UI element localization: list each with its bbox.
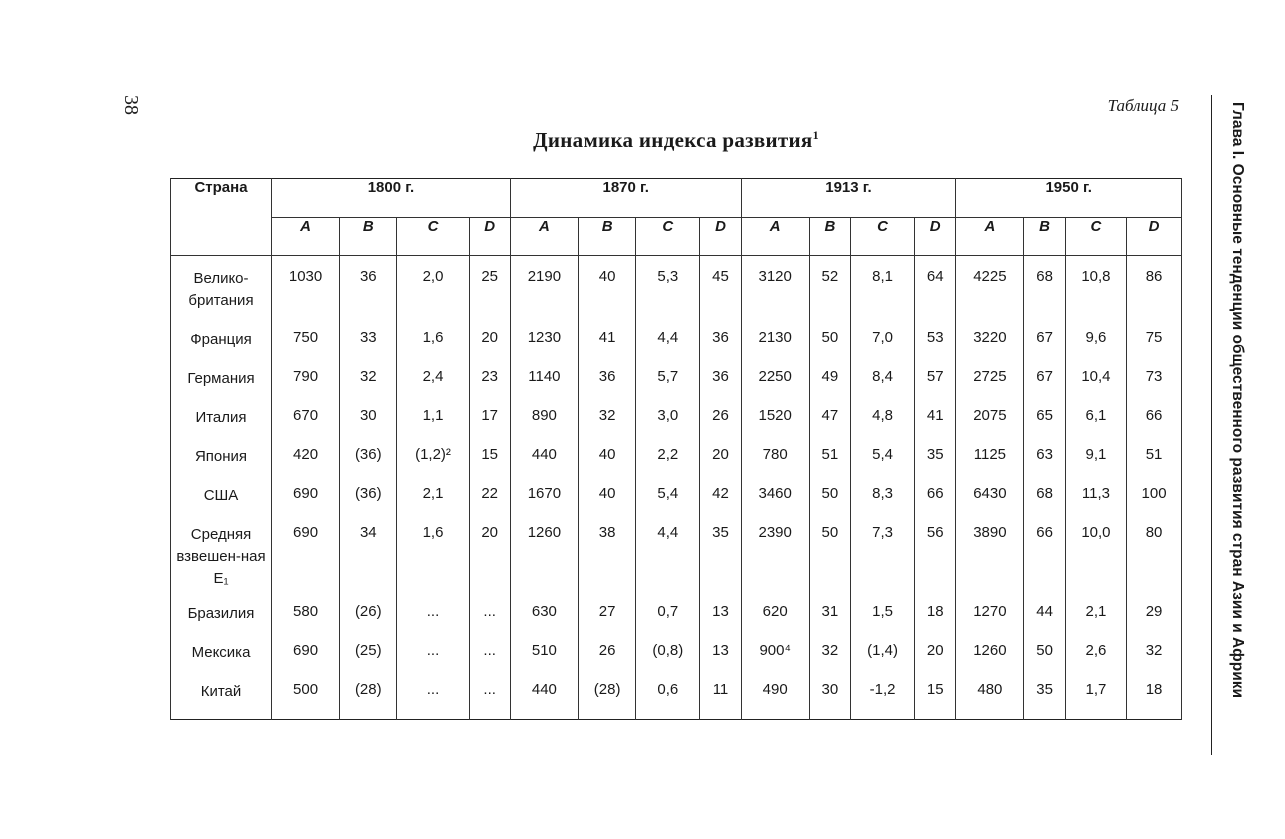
title-footnote-mark: 1 xyxy=(812,128,819,142)
value-cell: 10,4 xyxy=(1065,359,1126,398)
value-cell: 3890 xyxy=(956,515,1024,594)
value-cell: 0,7 xyxy=(636,594,700,633)
country-column-header: Страна xyxy=(171,179,272,256)
value-cell: 11,3 xyxy=(1065,476,1126,515)
value-cell: 440 xyxy=(510,672,578,720)
value-cell: 20 xyxy=(700,437,741,476)
value-cell: 35 xyxy=(1024,672,1065,720)
value-cell: 49 xyxy=(809,359,850,398)
value-cell: (26) xyxy=(340,594,397,633)
country-cell: Франция xyxy=(171,320,272,359)
sub-header-c: C xyxy=(851,218,915,256)
sub-header-a: A xyxy=(510,218,578,256)
value-cell: 36 xyxy=(700,320,741,359)
value-cell: 490 xyxy=(741,672,809,720)
value-cell: 13 xyxy=(700,633,741,672)
value-cell: 50 xyxy=(1024,633,1065,672)
year-header: 1870 г. xyxy=(510,179,741,218)
value-cell: 2,4 xyxy=(397,359,469,398)
value-cell: 25 xyxy=(469,256,510,321)
value-cell: 63 xyxy=(1024,437,1065,476)
value-cell: 44 xyxy=(1024,594,1065,633)
value-cell: 100 xyxy=(1127,476,1182,515)
value-cell: 32 xyxy=(340,359,397,398)
table-label: Таблица 5 xyxy=(1107,96,1179,115)
value-cell: 7,3 xyxy=(851,515,915,594)
value-cell: 690 xyxy=(272,633,340,672)
value-cell: 47 xyxy=(809,398,850,437)
value-cell: ... xyxy=(469,594,510,633)
value-cell: 8,1 xyxy=(851,256,915,321)
value-cell: 2390 xyxy=(741,515,809,594)
value-cell: 3120 xyxy=(741,256,809,321)
value-cell: 580 xyxy=(272,594,340,633)
value-cell: 670 xyxy=(272,398,340,437)
value-cell: 1,6 xyxy=(397,320,469,359)
value-cell: 45 xyxy=(700,256,741,321)
table-row xyxy=(171,398,1182,437)
value-cell: 750 xyxy=(272,320,340,359)
value-cell: 41 xyxy=(915,398,956,437)
value-cell: 38 xyxy=(578,515,635,594)
value-cell: 440 xyxy=(510,437,578,476)
value-cell: 2190 xyxy=(510,256,578,321)
value-cell: 11 xyxy=(700,672,741,720)
sub-header-d: D xyxy=(700,218,741,256)
value-cell: 42 xyxy=(700,476,741,515)
value-cell: 4,4 xyxy=(636,320,700,359)
value-cell: 2,1 xyxy=(397,476,469,515)
value-cell: 23 xyxy=(469,359,510,398)
value-cell: 2,0 xyxy=(397,256,469,321)
value-cell: 510 xyxy=(510,633,578,672)
sub-header-b: B xyxy=(1024,218,1065,256)
value-cell: 27 xyxy=(578,594,635,633)
value-cell: (36) xyxy=(340,437,397,476)
value-cell: 66 xyxy=(1024,515,1065,594)
value-cell: 36 xyxy=(340,256,397,321)
value-cell: 15 xyxy=(915,672,956,720)
value-cell: 18 xyxy=(1127,672,1182,720)
value-cell: 8,4 xyxy=(851,359,915,398)
value-cell: 2725 xyxy=(956,359,1024,398)
value-cell: 1140 xyxy=(510,359,578,398)
value-cell: 30 xyxy=(340,398,397,437)
value-cell: 32 xyxy=(809,633,850,672)
value-cell: 1260 xyxy=(956,633,1024,672)
value-cell: 30 xyxy=(809,672,850,720)
value-cell: 3220 xyxy=(956,320,1024,359)
value-cell: 3,0 xyxy=(636,398,700,437)
sub-header-c: C xyxy=(1065,218,1126,256)
value-cell: 56 xyxy=(915,515,956,594)
sub-header-c: C xyxy=(636,218,700,256)
value-cell: 620 xyxy=(741,594,809,633)
value-cell: 1260 xyxy=(510,515,578,594)
value-cell: ... xyxy=(397,594,469,633)
value-cell: 20 xyxy=(469,515,510,594)
value-cell: 29 xyxy=(1127,594,1182,633)
value-cell: 1230 xyxy=(510,320,578,359)
value-cell: 4,4 xyxy=(636,515,700,594)
value-cell: 31 xyxy=(809,594,850,633)
table-row xyxy=(171,672,1182,720)
value-cell: 9,1 xyxy=(1065,437,1126,476)
value-cell: 51 xyxy=(809,437,850,476)
value-cell: 66 xyxy=(1127,398,1182,437)
value-cell: 20 xyxy=(469,320,510,359)
country-cell: Бразилия xyxy=(171,594,272,633)
table-row xyxy=(171,594,1182,633)
value-cell: ... xyxy=(397,672,469,720)
value-cell: 1030 xyxy=(272,256,340,321)
value-cell: 1125 xyxy=(956,437,1024,476)
value-cell: 40 xyxy=(578,476,635,515)
value-cell: 53 xyxy=(915,320,956,359)
value-cell: 2,1 xyxy=(1065,594,1126,633)
value-cell: 50 xyxy=(809,515,850,594)
value-cell: 64 xyxy=(915,256,956,321)
sub-header-a: A xyxy=(741,218,809,256)
value-cell: 2075 xyxy=(956,398,1024,437)
country-cell: Япония xyxy=(171,437,272,476)
page-number: 38 xyxy=(120,95,142,115)
value-cell: 1,7 xyxy=(1065,672,1126,720)
value-cell: (36) xyxy=(340,476,397,515)
value-cell: 630 xyxy=(510,594,578,633)
value-cell: 33 xyxy=(340,320,397,359)
value-cell: 65 xyxy=(1024,398,1065,437)
value-cell: (1,4) xyxy=(851,633,915,672)
value-cell: 8,3 xyxy=(851,476,915,515)
table-row xyxy=(171,359,1182,398)
value-cell: 480 xyxy=(956,672,1024,720)
value-cell: 780 xyxy=(741,437,809,476)
value-cell: 900⁴ xyxy=(741,633,809,672)
value-cell: 3460 xyxy=(741,476,809,515)
table-row xyxy=(171,437,1182,476)
value-cell: 67 xyxy=(1024,359,1065,398)
value-cell: 4225 xyxy=(956,256,1024,321)
value-cell: 32 xyxy=(1127,633,1182,672)
sub-header-a: A xyxy=(956,218,1024,256)
value-cell: 10,0 xyxy=(1065,515,1126,594)
value-cell: 68 xyxy=(1024,256,1065,321)
value-cell: 13 xyxy=(700,594,741,633)
value-cell: 66 xyxy=(915,476,956,515)
sub-header-d: D xyxy=(469,218,510,256)
development-index-table xyxy=(170,178,1182,720)
value-cell: 22 xyxy=(469,476,510,515)
title-text: Динамика индекса развития xyxy=(533,128,813,152)
value-cell: 57 xyxy=(915,359,956,398)
value-cell: 1,1 xyxy=(397,398,469,437)
value-cell: (1,2)² xyxy=(397,437,469,476)
value-cell: ... xyxy=(469,633,510,672)
value-cell: 40 xyxy=(578,256,635,321)
value-cell: 1670 xyxy=(510,476,578,515)
value-cell: 7,0 xyxy=(851,320,915,359)
value-cell: 5,4 xyxy=(636,476,700,515)
value-cell: 790 xyxy=(272,359,340,398)
sub-header-a: A xyxy=(272,218,340,256)
value-cell: 52 xyxy=(809,256,850,321)
value-cell: 67 xyxy=(1024,320,1065,359)
value-cell: 32 xyxy=(578,398,635,437)
value-cell: 20 xyxy=(915,633,956,672)
value-cell: 26 xyxy=(578,633,635,672)
table-row xyxy=(171,633,1182,672)
country-cell: США xyxy=(171,476,272,515)
value-cell: 1270 xyxy=(956,594,1024,633)
value-cell: 34 xyxy=(340,515,397,594)
table-body xyxy=(171,256,1182,720)
value-cell: ... xyxy=(469,672,510,720)
value-cell: 0,6 xyxy=(636,672,700,720)
value-cell: ... xyxy=(397,633,469,672)
value-cell: 690 xyxy=(272,515,340,594)
value-cell: 18 xyxy=(915,594,956,633)
country-cell: Италия xyxy=(171,398,272,437)
country-cell: Мексика xyxy=(171,633,272,672)
value-cell: 2,6 xyxy=(1065,633,1126,672)
table-row xyxy=(171,320,1182,359)
value-cell: 890 xyxy=(510,398,578,437)
side-rule xyxy=(1211,95,1212,755)
sub-header-d: D xyxy=(1127,218,1182,256)
value-cell: 4,8 xyxy=(851,398,915,437)
table-row xyxy=(171,515,1182,594)
value-cell: 51 xyxy=(1127,437,1182,476)
value-cell: 36 xyxy=(578,359,635,398)
year-header: 1800 г. xyxy=(272,179,511,218)
value-cell: 9,6 xyxy=(1065,320,1126,359)
value-cell: 80 xyxy=(1127,515,1182,594)
value-cell: 5,4 xyxy=(851,437,915,476)
country-cell: Китай xyxy=(171,672,272,720)
year-header: 1913 г. xyxy=(741,179,956,218)
country-cell: Велико-британия xyxy=(171,256,272,321)
sub-header-b: B xyxy=(578,218,635,256)
running-header: Глава I. Основные тенденции общественного развития стран Азии и Африки xyxy=(1229,102,1246,699)
value-cell: 690 xyxy=(272,476,340,515)
value-cell: 6,1 xyxy=(1065,398,1126,437)
country-cell: Германия xyxy=(171,359,272,398)
value-cell: 36 xyxy=(700,359,741,398)
value-cell: 35 xyxy=(700,515,741,594)
table-row xyxy=(171,256,1182,321)
value-cell: 17 xyxy=(469,398,510,437)
value-cell: 5,3 xyxy=(636,256,700,321)
value-cell: 1520 xyxy=(741,398,809,437)
sub-header-b: B xyxy=(340,218,397,256)
value-cell: 10,8 xyxy=(1065,256,1126,321)
sub-header-d: D xyxy=(915,218,956,256)
value-cell: (25) xyxy=(340,633,397,672)
value-cell: (28) xyxy=(578,672,635,720)
sub-header-b: B xyxy=(809,218,850,256)
value-cell: 2250 xyxy=(741,359,809,398)
value-cell: 73 xyxy=(1127,359,1182,398)
value-cell: 40 xyxy=(578,437,635,476)
year-header-row xyxy=(171,179,1182,218)
value-cell: 6430 xyxy=(956,476,1024,515)
value-cell: 68 xyxy=(1024,476,1065,515)
value-cell: 1,5 xyxy=(851,594,915,633)
value-cell: 41 xyxy=(578,320,635,359)
country-cell: Средняя взвешен-ная E₁ xyxy=(171,515,272,594)
value-cell: 5,7 xyxy=(636,359,700,398)
sub-header-c: C xyxy=(397,218,469,256)
value-cell: (0,8) xyxy=(636,633,700,672)
value-cell: 35 xyxy=(915,437,956,476)
value-cell: 2,2 xyxy=(636,437,700,476)
value-cell: -1,2 xyxy=(851,672,915,720)
value-cell: 26 xyxy=(700,398,741,437)
year-header: 1950 г. xyxy=(956,179,1182,218)
table-row xyxy=(171,476,1182,515)
value-cell: 15 xyxy=(469,437,510,476)
value-cell: 420 xyxy=(272,437,340,476)
value-cell: 500 xyxy=(272,672,340,720)
value-cell: 50 xyxy=(809,320,850,359)
value-cell: 2130 xyxy=(741,320,809,359)
page-title xyxy=(170,128,1182,153)
value-cell: (28) xyxy=(340,672,397,720)
value-cell: 75 xyxy=(1127,320,1182,359)
value-cell: 86 xyxy=(1127,256,1182,321)
value-cell: 50 xyxy=(809,476,850,515)
sub-header-row xyxy=(171,218,1182,256)
value-cell: 1,6 xyxy=(397,515,469,594)
